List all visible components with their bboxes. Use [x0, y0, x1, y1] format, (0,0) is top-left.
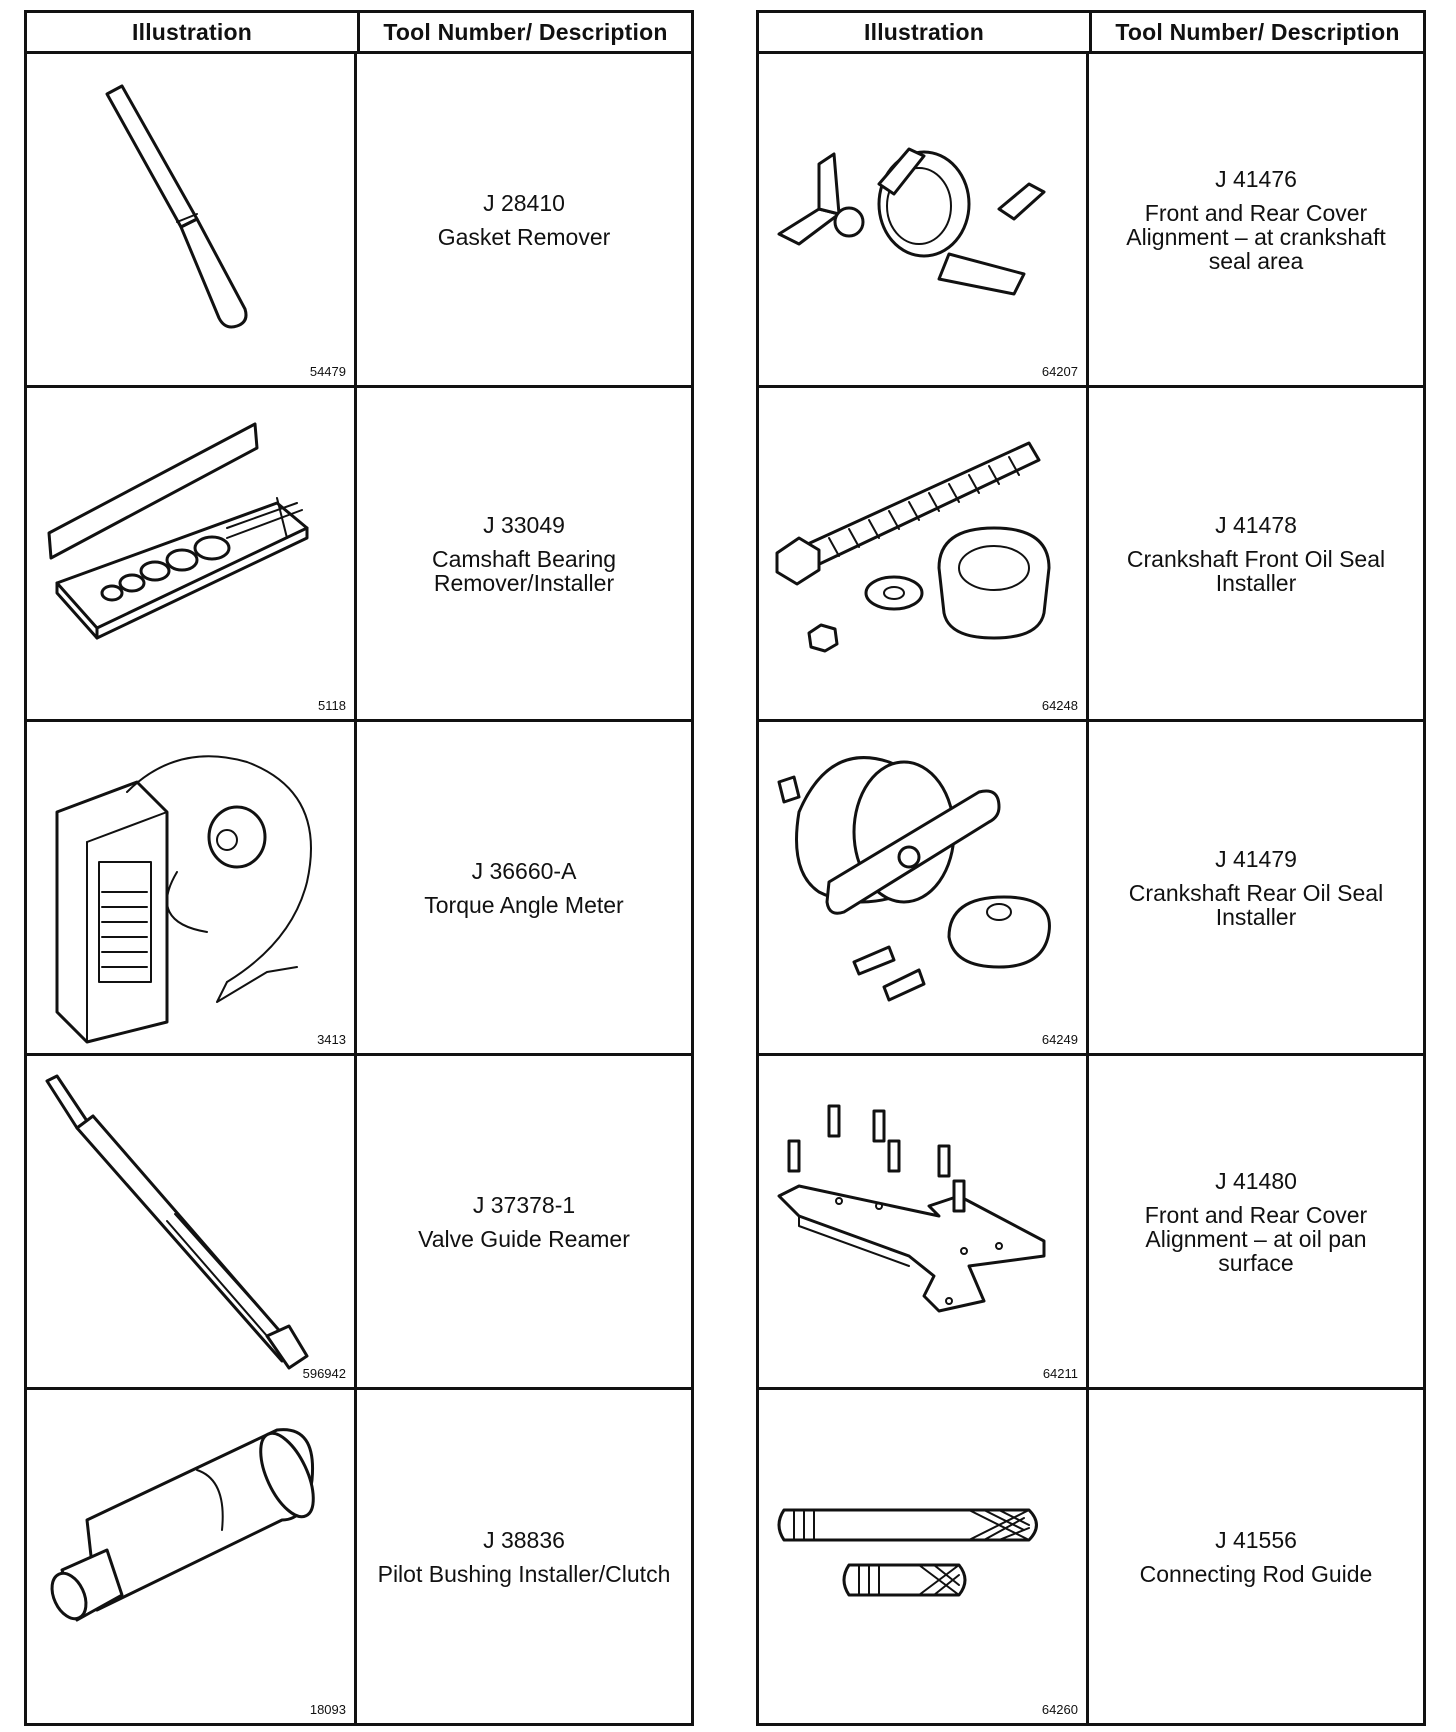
tool-description: Crankshaft Front Oil Seal Installer [1126, 545, 1386, 596]
illustration-cell [759, 722, 1089, 1053]
tool-description: Crankshaft Rear Oil Seal Installer [1128, 879, 1384, 930]
illustration-cell [759, 54, 1089, 385]
table-row [759, 1056, 1423, 1390]
illustration-cell [759, 388, 1089, 719]
table-row [759, 388, 1423, 722]
reamer-icon [27, 1056, 354, 1387]
figure-number: 64249 [1041, 1032, 1078, 1047]
tool-number: J 41476 [1215, 165, 1297, 192]
rear-seal-installer-icon [759, 722, 1086, 1053]
tool-number: J 41556 [1215, 1526, 1297, 1553]
tool-description: Pilot Bushing Installer/Clutch [377, 1560, 671, 1587]
figure-number: 3413 [317, 1032, 346, 1047]
table-header [27, 13, 691, 54]
tool-description: Connecting Rod Guide [1139, 1560, 1373, 1587]
tool-description: Front and Rear Cover Alignment – at crankshaft seal area [1126, 199, 1386, 274]
tool-description: Front and Rear Cover Alignment – at oil pan surface [1144, 1201, 1368, 1276]
illustration-cell [27, 1056, 357, 1387]
tool-description: Camshaft Bearing Remover/Installer [431, 545, 617, 596]
front-seal-installer-icon [759, 388, 1086, 719]
illustration-cell [27, 722, 357, 1053]
table-row [27, 1390, 691, 1723]
illustration-cell [27, 388, 357, 719]
table-row [27, 54, 691, 388]
table-row [759, 722, 1423, 1056]
tools-table-right [756, 10, 1426, 1726]
description-cell [1089, 54, 1423, 385]
tool-number: J 28410 [483, 189, 565, 216]
table-row [27, 1056, 691, 1390]
illustration-cell [759, 1056, 1089, 1387]
illustration-cell [27, 1390, 357, 1723]
figure-number: 64248 [1041, 698, 1078, 713]
description-cell [1089, 388, 1423, 719]
description-cell [357, 1056, 691, 1387]
tool-description: Gasket Remover [437, 223, 611, 250]
figure-number: 5118 [318, 698, 346, 713]
torque-angle-meter-icon [27, 722, 354, 1053]
description-cell [1089, 722, 1423, 1053]
table-row [759, 1390, 1423, 1723]
description-cell [1089, 1390, 1423, 1723]
description-header: Tool Number/ Description [383, 18, 668, 45]
description-cell [357, 1390, 691, 1723]
table-row [759, 54, 1423, 388]
illustration-cell [27, 54, 357, 385]
rod-guide-icon [759, 1390, 1086, 1721]
figure-number: 54479 [309, 364, 346, 379]
figure-number: 64260 [1041, 1702, 1078, 1717]
illustration-header: Illustration [27, 13, 360, 51]
tool-number: J 38836 [483, 1526, 565, 1553]
figure-number: 64211 [1042, 1366, 1078, 1381]
description-cell [357, 54, 691, 385]
illustration-cell [759, 1390, 1089, 1723]
tool-number: J 36660-A [471, 857, 577, 884]
figure-number: 64207 [1041, 364, 1078, 379]
illustration-header: Illustration [759, 13, 1092, 51]
tool-description: Valve Guide Reamer [418, 1225, 630, 1252]
gasket-scraper-icon [27, 54, 354, 385]
tool-number: J 33049 [483, 511, 565, 538]
description-cell [357, 388, 691, 719]
tool-number: J 41478 [1215, 511, 1297, 538]
bearing-tool-case-icon [27, 388, 354, 719]
tool-number: J 41479 [1215, 845, 1297, 872]
table-header [759, 13, 1423, 54]
tool-description: Torque Angle Meter [424, 891, 624, 918]
bushing-installer-icon [27, 1390, 354, 1721]
table-row [27, 388, 691, 722]
figure-number: 18093 [309, 1702, 346, 1717]
description-cell [357, 722, 691, 1053]
description-header: Tool Number/ Description [1115, 18, 1400, 45]
figure-number: 596942 [302, 1366, 346, 1381]
tools-table-left [24, 10, 694, 1726]
tool-number: J 37378-1 [472, 1191, 576, 1218]
cover-alignment-tool-icon [759, 54, 1086, 385]
description-cell [1089, 1056, 1423, 1387]
table-row [27, 722, 691, 1056]
alignment-plate-icon [759, 1056, 1086, 1387]
tool-number: J 41480 [1215, 1167, 1297, 1194]
